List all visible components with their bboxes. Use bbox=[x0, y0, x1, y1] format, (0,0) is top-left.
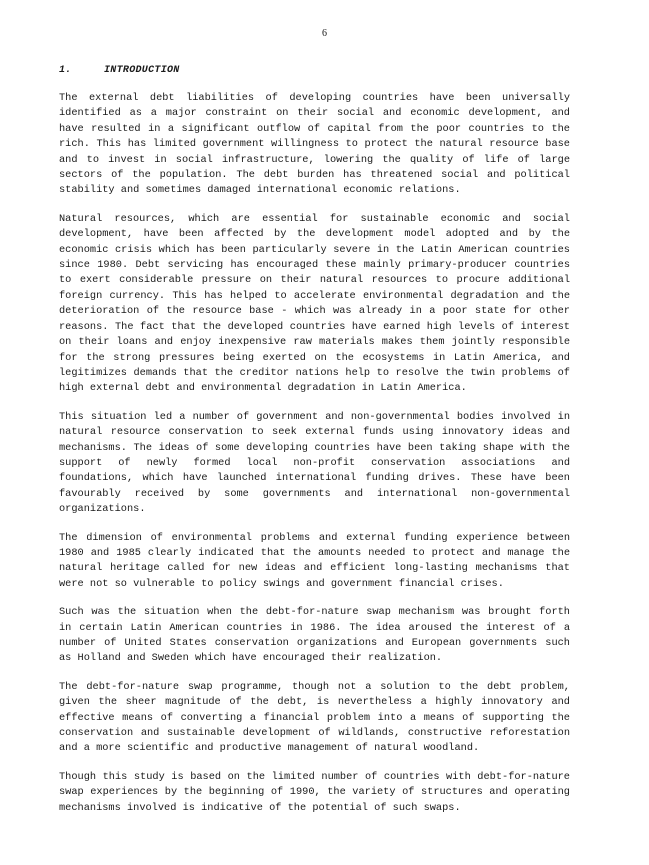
paragraph: The external debt liabilities of developing countries have been universally identified as a major constraint on their social and economic development, and have resulted in a significant outflow of capital from the poor countries to the rich. This has limited government willingness to protect the natural resource base and to invest in social infrastructure, lowering the quality of life of large sectors of the population. The debt burden has threatened social and political stability and sometimes damaged international economic relations. bbox=[59, 92, 570, 197]
paragraph: Though this study is based on the limited number of countries with debt-for-nature swap experiences by the beginning of 1990, the variety of structures and operating mechanisms involved is indicative of the potential of such swaps. bbox=[59, 770, 570, 814]
paragraph: The debt-for-nature swap programme, though not a solution to the debt problem, given the sheer magnitude of the debt, is nevertheless a highly innovatory and effective means of converting a financial problem into a means of supporting the conservation and sustainable development of wildlands, constructive reforestation and a more scientific and productive management of natural woodland. bbox=[59, 680, 570, 755]
paragraph: Such was the situation when the debt-for-nature swap mechanism was brought forth in certain Latin American countries in 1986. The idea aroused the interest of a number of United States conservation organizations and European governments such as Holland and Sweden which have encouraged their realization. bbox=[59, 606, 570, 665]
section-number: 1. bbox=[59, 65, 72, 76]
body-text bbox=[59, 91, 570, 829]
section-heading bbox=[59, 65, 180, 76]
paragraph: This situation led a number of government and non-governmental bodies involved in natural resource conservation to seek external funds using innovatory ideas and mechanisms. The ideas of some developing countries have been taking shape with the support of newly formed local non-profit conservation associations and foundations, which have launched international funding drives. These have been favourably received by some governments and international non-governmental organizations. bbox=[59, 410, 570, 516]
paragraph: The dimension of environmental problems and external funding experience between 1980 and 1985 clearly indicated that the amounts needed to protect and manage the natural heritage called for new ideas and efficient long-lasting mechanisms that were not so vulnerable to policy swings and government financial crises. bbox=[59, 531, 570, 590]
page-number: 6 bbox=[322, 28, 327, 39]
section-title: INTRODUCTION bbox=[104, 65, 180, 76]
paragraph: Natural resources, which are essential for sustainable economic and social development, have been affected by the development model adopted and by the economic crisis which has been particularly severe in the Latin American countries since 1980. Debt servicing has encouraged these mainly primary-producer countries to exert considerable pressure on their natural resources to procure additional foreign currency. This has helped to accelerate environmental degradation and the deterioration of the resource base - which was already in a poor state for other reasons. The fact that the developed countries have earned high levels of interest on their loans and enjoy inexpensive raw materials makes them jointly responsible for the strong pressures being exerted on the ecosystems in Latin America, and legitimizes demands that the creditor nations help to resolve the twin problems of high external debt and environmental degradation in Latin America. bbox=[59, 212, 570, 395]
